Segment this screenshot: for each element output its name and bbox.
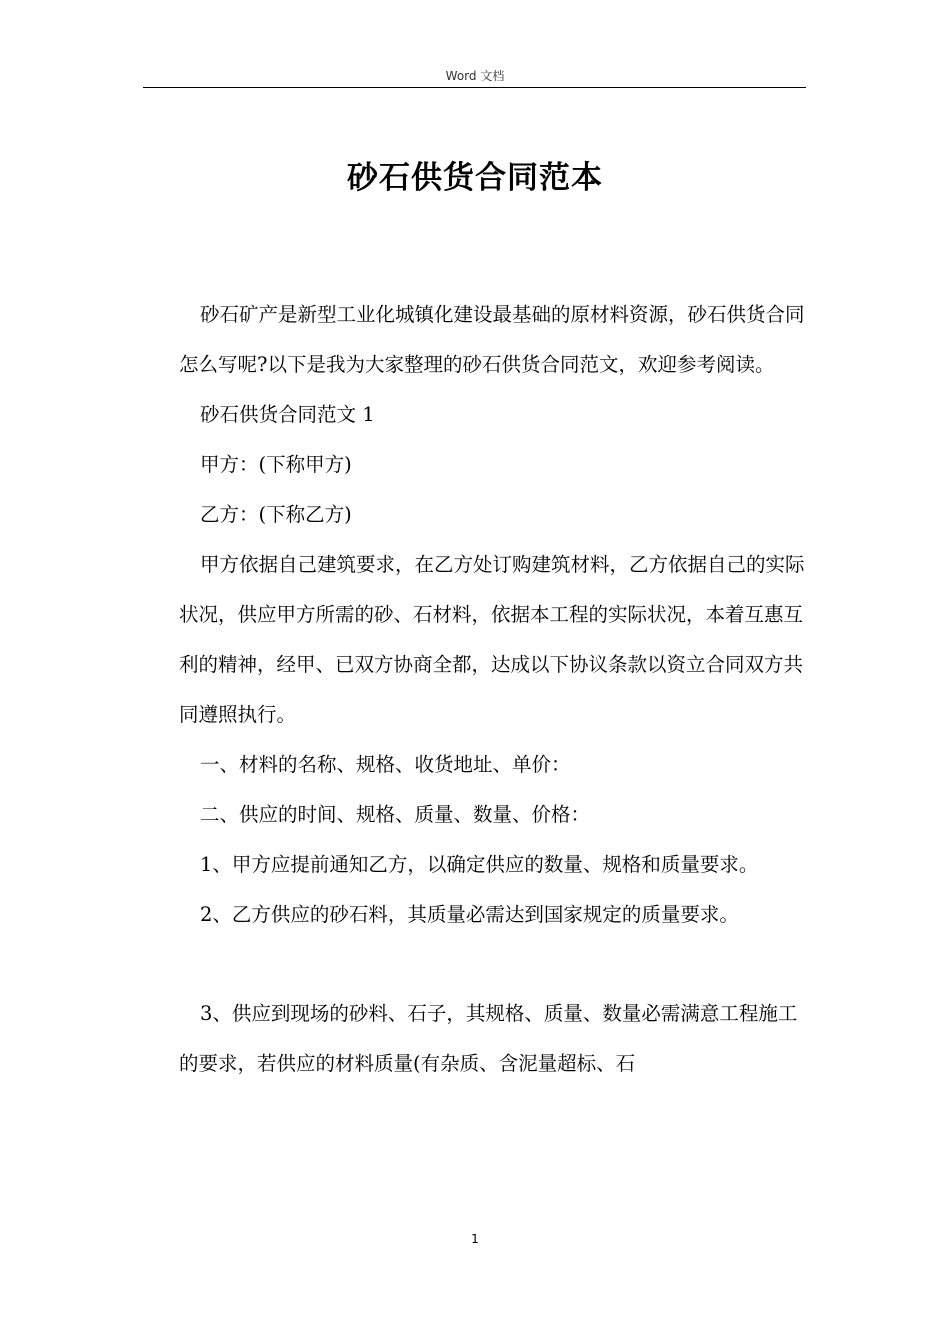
paragraph-party-b: 乙方：(下称乙方) — [200, 503, 352, 526]
paragraph-intro: 砂石矿产是新型工业化城镇化建设最基础的原材料资源，砂石供货合同怎么写呢?以下是我为大家整理的砂石供货合同范文，欢迎参考阅读。 — [179, 303, 805, 376]
paragraph-clause-2: 2、乙方供应的砂石料，其质量必需达到国家规定的质量要求。 — [200, 903, 739, 926]
document-title: 砂石供货合同范本 — [347, 160, 603, 196]
paragraph-sample-heading: 砂石供货合同范文 1 — [200, 403, 375, 426]
paragraph-preamble: 甲方依据自己建筑要求，在乙方处订购建筑材料，乙方依据自己的实际状况，供应甲方所需的砂、石材料，依据本工程的实际状况，本着互惠互利的精神，经甲、已双方协商全都，达成以下协议条款以资立合同双方共同遵照执行。 — [179, 553, 805, 726]
document-header-label: Word 文档 — [445, 69, 505, 83]
paragraph-section-1: 一、材料的名称、规格、收货地址、单价： — [200, 753, 571, 776]
paragraph-clause-3: 3、供应到现场的砂料、石子，其规格、质量、数量必需满意工程施工的要求，若供应的材料质量(有杂质、含泥量超标、石 — [179, 1002, 798, 1075]
page-number: 1 — [471, 1232, 479, 1246]
paragraph-section-2: 二、供应的时间、规格、质量、数量、价格： — [200, 803, 591, 826]
paragraph-party-a: 甲方：(下称甲方) — [200, 453, 352, 476]
header-divider — [143, 87, 806, 88]
paragraph-clause-1: 1、甲方应提前通知乙方，以确定供应的数量、规格和质量要求。 — [200, 853, 759, 876]
document-body — [179, 290, 809, 1089]
